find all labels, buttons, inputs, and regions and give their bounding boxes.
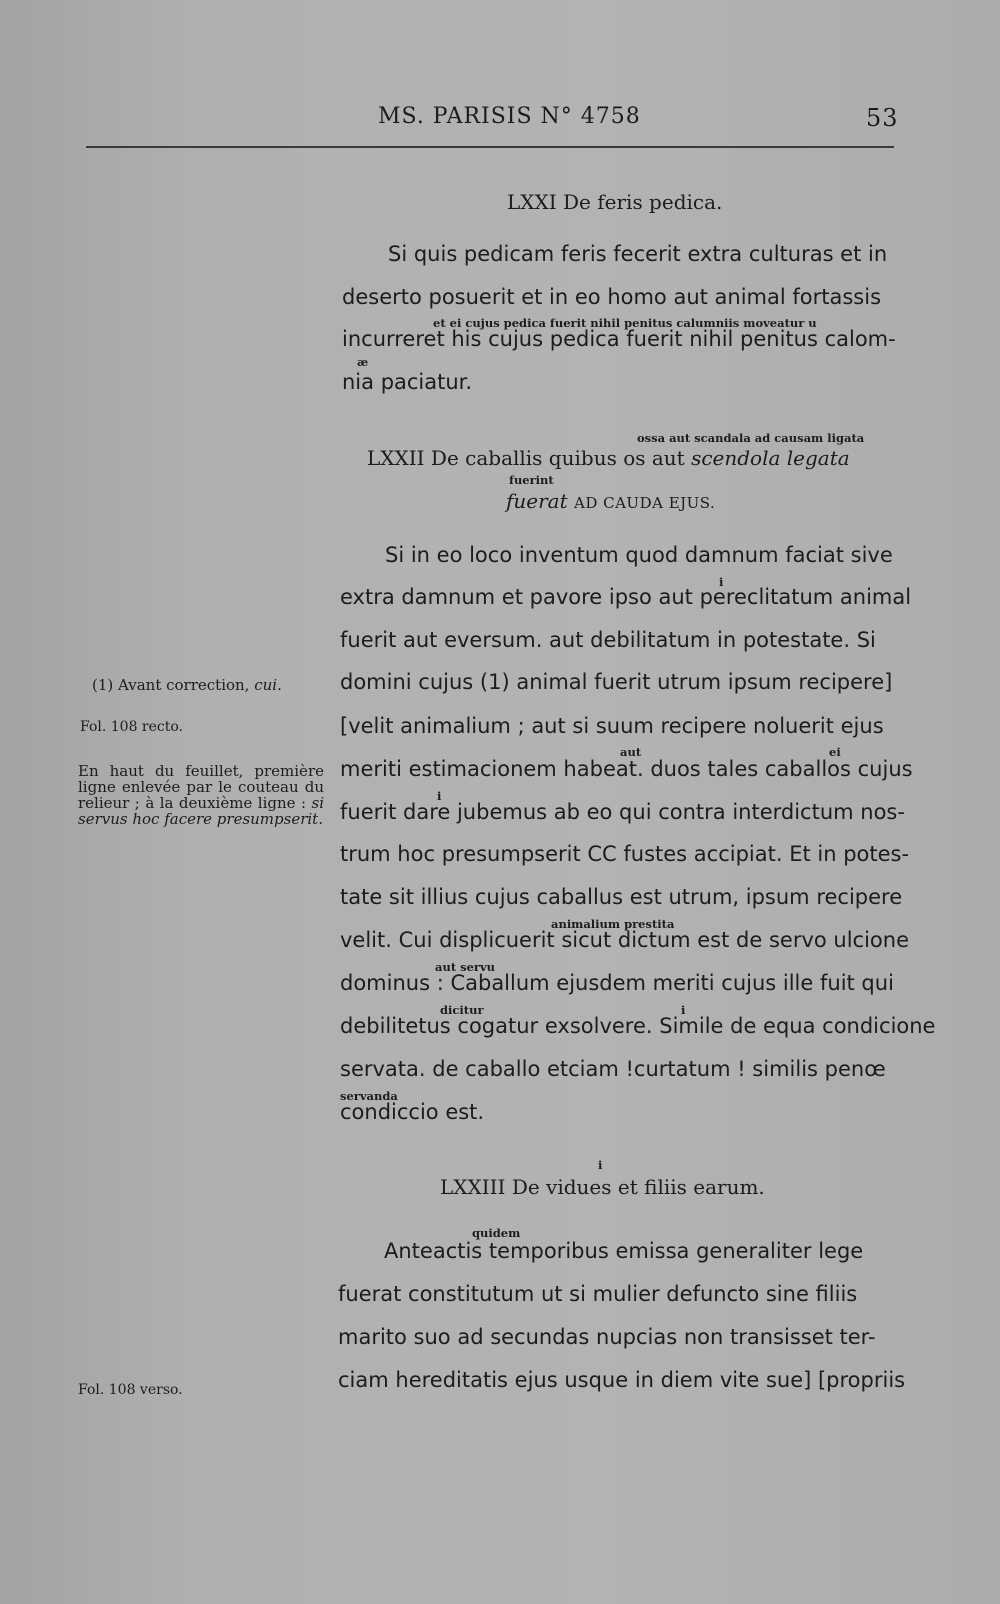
chapter-72-line-7: fuerit dare jubemus ab eo qui contra interdictum nos- bbox=[340, 800, 905, 824]
chapter-71-line-4: nia paciatur. bbox=[342, 370, 473, 394]
chapter-72-gloss-i-1: i bbox=[719, 575, 724, 589]
chapter-72-line-14: condiccio est. bbox=[340, 1100, 485, 1124]
chapter-72-line-5: [velit animalium ; aut si suum recipere noluerit ejus bbox=[340, 714, 884, 738]
chapter-72-line-13: servata. de caballo etciam !curtatum ! similis penœ bbox=[340, 1057, 886, 1081]
chapter-72-gloss-i-3: i bbox=[681, 1003, 686, 1017]
chapter-72-line-6: meriti estimacionem habeat. duos tales caballos cujus bbox=[340, 757, 913, 781]
chapter-72-line-2: extra damnum et pavore ipso aut pereclitatum animal bbox=[340, 585, 912, 609]
chapter-71-line-2: deserto posuerit et in eo homo aut animal fortassis bbox=[342, 285, 882, 309]
chapter-72-heading-italic: scendola legata bbox=[691, 446, 850, 470]
chapter-73-gloss-i: i bbox=[598, 1158, 603, 1172]
chapter-72-heading-fuerat: fuerat bbox=[506, 489, 568, 513]
header-rule bbox=[86, 146, 894, 148]
chapter-73-line-4: ciam hereditatis ejus usque in diem vite sue] [propriis bbox=[338, 1368, 906, 1392]
chapter-73-gloss-quidem: quidem bbox=[472, 1226, 521, 1240]
chapter-72-line-11: dominus : Caballum ejusdem meriti cujus ille fuit qui bbox=[340, 971, 894, 995]
margin-note-2-text: En haut du feuillet, première ligne enlevée par le couteau du relieur ; à la deuxième ligne : bbox=[78, 762, 324, 812]
chapter-73-line-1: Anteactis temporibus emissa generaliter lege bbox=[384, 1239, 864, 1263]
margin-note-2-italic: si servus hoc facere presumpserit. bbox=[78, 794, 324, 828]
chapter-72-gloss-animalium: animalium prestita bbox=[551, 917, 675, 931]
margin-note-2 bbox=[78, 763, 324, 827]
chapter-73-line-3: marito suo ad secundas nupcias non transisset ter- bbox=[338, 1325, 876, 1349]
chapter-71-gloss-2: æ bbox=[357, 355, 369, 369]
chapter-72-line-12: debilitetus cogatur exsolvere. Simile de equa condicione bbox=[340, 1014, 936, 1038]
chapter-72-gloss-ei: ei bbox=[829, 745, 841, 759]
chapter-72-gloss-aut: aut bbox=[620, 745, 642, 759]
chapter-72-heading-rest: AD CAUDA EJUS. bbox=[574, 494, 716, 512]
chapter-72-line-9: tate sit illius cujus caballus est utrum, ipsum recipere bbox=[340, 885, 903, 909]
chapter-72-heading-line-2 bbox=[506, 489, 715, 513]
margin-note-1-italic: cui. bbox=[254, 676, 282, 694]
chapter-72-line-8: trum hoc presumpserit CC fustes accipiat. Et in potes- bbox=[340, 842, 910, 866]
running-title: MS. PARISIS N° 4758 bbox=[378, 104, 641, 129]
chapter-72-gloss-dicitur: dicitur bbox=[440, 1003, 484, 1017]
chapter-73-line-2: fuerat constitutum ut si mulier defuncto sine filiis bbox=[338, 1282, 858, 1306]
chapter-72-gloss-servanda: servanda bbox=[340, 1089, 398, 1103]
chapter-72-line-10: velit. Cui displicuerit sicut dictum est de servo ulcione bbox=[340, 928, 910, 952]
chapter-72-gloss-heading: ossa aut scandala ad causam ligata bbox=[637, 431, 865, 445]
margin-note-1 bbox=[92, 676, 282, 694]
chapter-71-heading: LXXI De feris pedica. bbox=[507, 190, 723, 214]
chapter-72-gloss-aut-servu: aut servu bbox=[435, 960, 496, 974]
page-number: 53 bbox=[866, 104, 899, 132]
margin-note-1-text: (1) Avant correction, bbox=[92, 676, 250, 694]
chapter-72-line-4: domini cujus (1) animal fuerit utrum ipsum recipere] bbox=[340, 670, 893, 694]
chapter-72-line-3: fuerit aut eversum. aut debilitatum in potestate. Si bbox=[340, 628, 876, 652]
chapter-72-gloss-i-2: i bbox=[437, 789, 442, 803]
chapter-72-gloss-fuerint: fuerint bbox=[509, 473, 554, 487]
folio-108-recto: Fol. 108 recto. bbox=[80, 719, 184, 735]
chapter-73-heading: LXXIII De vidues et filiis earum. bbox=[440, 1175, 765, 1199]
chapter-72-heading bbox=[367, 446, 850, 470]
folio-108-verso: Fol. 108 verso. bbox=[78, 1382, 183, 1398]
chapter-72-line-1: Si in eo loco inventum quod damnum faciat sive bbox=[385, 543, 893, 567]
chapter-71-gloss-1: et ei cujus pedica fuerit nihil penitus calumniis moveatur u bbox=[433, 316, 817, 330]
chapter-71-line-1: Si quis pedicam feris fecerit extra culturas et in bbox=[388, 242, 888, 266]
chapter-71-line-3: incurreret his cujus pedica fuerit nihil penitus calom- bbox=[342, 327, 896, 351]
chapter-72-heading-main: LXXII De caballis quibus os aut bbox=[367, 446, 685, 470]
